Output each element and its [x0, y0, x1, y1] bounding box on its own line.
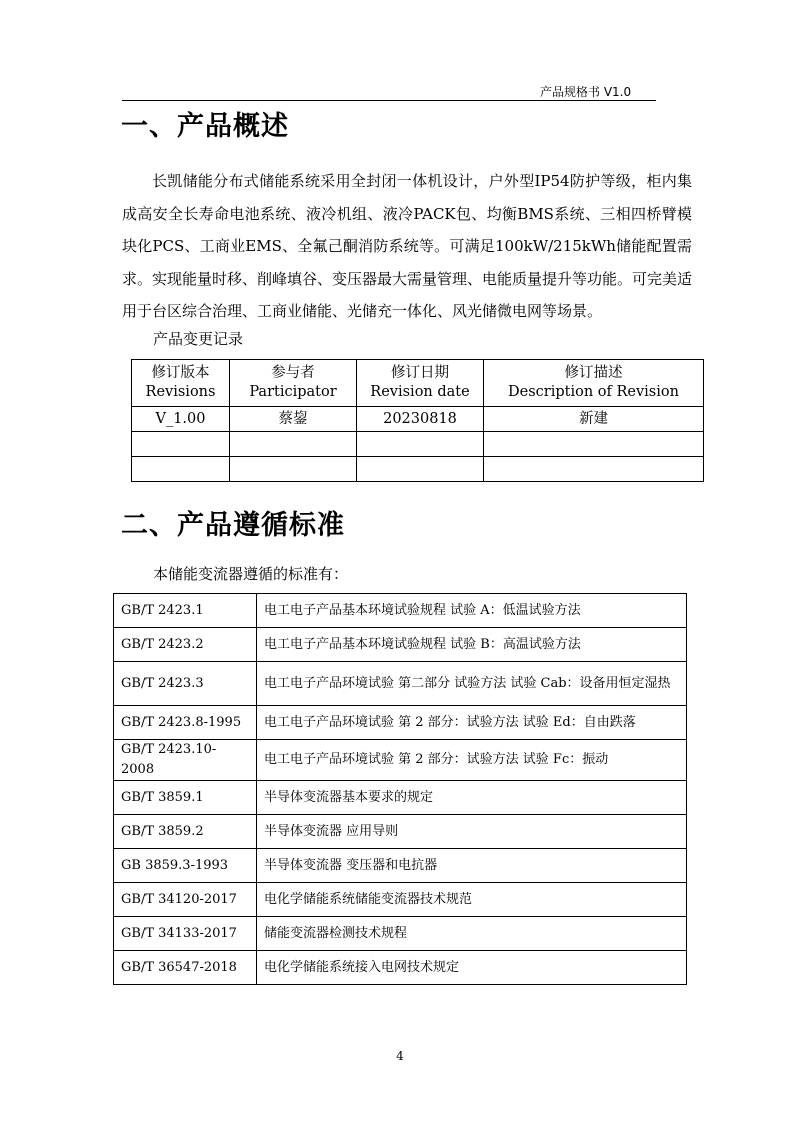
product-overview-paragraph: 长凯储能分布式储能系统采用全封闭一体机设计，户外型IP54防护等级，柜内集成高安全长寿命电池系统、液冷机组、液冷PACK包、均衡BMS系统、三相四桥臂模块化PCS、工商业EMS、全氟己酮消防系统等。可满足100kW/215kWh储能配置需求。实现能量时移、削峰填谷、变压器最大需量管理、电能质量提升等功能。可完美适用于台区综合治理、工商业储能、光储充一体化、风光储微电网等场景。: [122, 172, 693, 320]
header-en: Description of Revision: [508, 384, 679, 400]
table-cell: [484, 457, 704, 482]
table-row: [114, 815, 687, 849]
header-cn: 修订版本: [151, 365, 210, 381]
header-cn: 参与者: [271, 365, 315, 381]
table-cell: 20230818: [357, 407, 484, 432]
revision-table: [131, 359, 704, 482]
table-row: [114, 706, 687, 740]
table-cell: 蔡鋆: [230, 407, 357, 432]
table-row: [132, 407, 704, 432]
table-row: [114, 849, 687, 883]
header-cell: [230, 360, 357, 407]
header-cn: 修订描述: [564, 365, 623, 381]
header-cell: [132, 360, 230, 407]
standard-description: 电工电子产品基本环境试验规程 试验 B：高温试验方法: [257, 628, 687, 662]
standard-description: 半导体变流器 应用导则: [257, 815, 687, 849]
table-row: [132, 457, 704, 482]
table-cell: [357, 432, 484, 457]
standard-description: 电化学储能系统储能变流器技术规范: [257, 883, 687, 917]
page-number: 4: [396, 1049, 404, 1063]
table-cell: [132, 432, 230, 457]
standard-description: 电工电子产品基本环境试验规程 试验 A：低温试验方法: [257, 594, 687, 628]
table-cell: [132, 457, 230, 482]
standards-table: [113, 593, 687, 985]
section-2-title: 二、产品遵循标准: [121, 510, 345, 541]
table-row: [114, 883, 687, 917]
header-cell: [484, 360, 704, 407]
table-row: [114, 628, 687, 662]
header-cn: 修订日期: [391, 365, 449, 381]
table-row: [114, 951, 687, 985]
standard-description: 电工电子产品环境试验 第 2 部分：试验方法 试验 Fc：振动: [257, 740, 687, 781]
standard-description: 电工电子产品环境试验 第 2 部分：试验方法 试验 Ed：自由跌落: [257, 706, 687, 740]
header-cell: [357, 360, 484, 407]
document-header: 产品规格书 V1.0: [540, 85, 632, 99]
table-row: [132, 432, 704, 457]
header-en: Revisions: [145, 384, 216, 400]
change-log-caption: 产品变更记录: [153, 330, 244, 348]
standard-code: GB/T 3859.1: [114, 781, 257, 815]
header-en: Revision date: [370, 384, 470, 400]
section-1-title: 一、产品概述: [121, 111, 289, 142]
standard-description: 电化学储能系统接入电网技术规定: [257, 951, 687, 985]
table-cell: [484, 432, 704, 457]
standard-code: GB/T 2423.2: [114, 628, 257, 662]
table-row: [114, 740, 687, 781]
standard-code: GB/T 3859.2: [114, 815, 257, 849]
standard-description: 半导体变流器 变压器和电抗器: [257, 849, 687, 883]
table-row: [114, 594, 687, 628]
standard-description: 电工电子产品环境试验 第二部分 试验方法 试验 Cab：设备用恒定湿热: [257, 662, 687, 706]
standard-code: GB/T 36547-2018: [114, 951, 257, 985]
standard-code: GB/T 34133-2017: [114, 917, 257, 951]
standard-code: GB/T 2423.8-1995: [114, 706, 257, 740]
table-cell: [357, 457, 484, 482]
standard-code: GB/T 2423.10-2008: [114, 740, 257, 781]
standard-description: 半导体变流器基本要求的规定: [257, 781, 687, 815]
standards-intro: 本储能变流器遵循的标准有：: [153, 565, 349, 583]
standard-description: 储能变流器检测技术规程: [257, 917, 687, 951]
table-row: [114, 781, 687, 815]
table-row: [114, 917, 687, 951]
header-rule: [122, 100, 656, 101]
standard-code: GB/T 2423.3: [114, 662, 257, 706]
standard-code: GB/T 34120-2017: [114, 883, 257, 917]
table-cell: [230, 457, 357, 482]
table-cell: [230, 432, 357, 457]
table-cell: V_1.00: [132, 407, 230, 432]
table-row: [114, 662, 687, 706]
standard-code: GB/T 2423.1: [114, 594, 257, 628]
table-cell: 新建: [484, 407, 704, 432]
standard-code: GB 3859.3-1993: [114, 849, 257, 883]
revision-table-header: [132, 360, 704, 407]
header-en: Participator: [249, 384, 337, 400]
